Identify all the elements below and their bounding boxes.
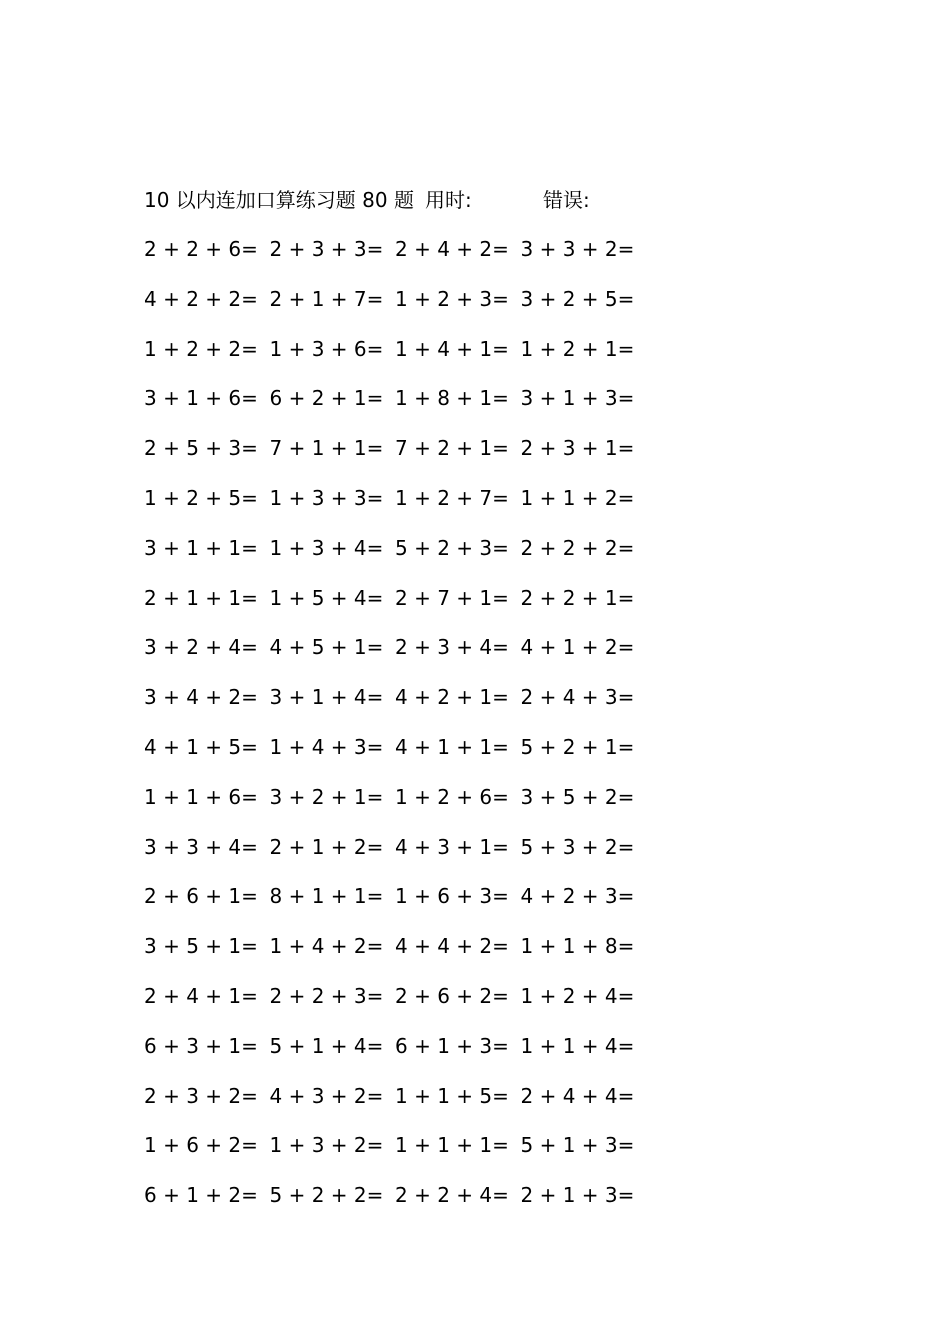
- arithmetic-problem: 1 + 1 + 1=: [395, 1133, 509, 1158]
- arithmetic-problem: 4 + 3 + 1=: [395, 834, 509, 859]
- arithmetic-problem: 1 + 1 + 2=: [520, 485, 635, 510]
- arithmetic-problem: 4 + 1 + 1=: [395, 734, 509, 759]
- arithmetic-problem: 3 + 1 + 6=: [144, 386, 258, 411]
- arithmetic-problem: 5 + 3 + 2=: [520, 834, 635, 859]
- worksheet-title: 10 以内连加口算练习题 80 题: [144, 188, 414, 212]
- arithmetic-problem: 4 + 1 + 2=: [520, 635, 635, 660]
- arithmetic-problem: 1 + 4 + 3=: [269, 734, 384, 759]
- arithmetic-problem: 2 + 5 + 3=: [144, 436, 258, 461]
- arithmetic-problem: 1 + 6 + 2=: [144, 1133, 258, 1158]
- arithmetic-problem: 1 + 3 + 3=: [269, 485, 384, 510]
- arithmetic-problem: 7 + 2 + 1=: [395, 436, 509, 461]
- arithmetic-problem: 2 + 1 + 2=: [269, 834, 384, 859]
- arithmetic-problem: 3 + 1 + 3=: [520, 386, 635, 411]
- arithmetic-problem: 3 + 5 + 1=: [144, 934, 258, 959]
- problem-row: [144, 334, 664, 384]
- arithmetic-problem: 1 + 2 + 6=: [395, 784, 509, 809]
- arithmetic-problem: 2 + 7 + 1=: [395, 585, 509, 610]
- problem-row: [144, 1081, 664, 1131]
- arithmetic-problem: 5 + 2 + 1=: [520, 734, 635, 759]
- problem-row: [144, 931, 664, 981]
- arithmetic-problem: 5 + 1 + 4=: [269, 1033, 384, 1058]
- arithmetic-problem: 1 + 1 + 4=: [520, 1033, 635, 1058]
- problem-row: [144, 1180, 664, 1230]
- problem-row: [144, 732, 664, 782]
- arithmetic-problem: 2 + 2 + 1=: [520, 585, 635, 610]
- arithmetic-problem: 2 + 3 + 1=: [520, 436, 635, 461]
- arithmetic-problem: 1 + 2 + 2=: [144, 336, 258, 361]
- arithmetic-problem: 2 + 3 + 4=: [395, 635, 509, 660]
- problem-row: [144, 832, 664, 882]
- problem-row: [144, 383, 664, 433]
- arithmetic-problem: 1 + 2 + 5=: [144, 485, 258, 510]
- arithmetic-problem: 1 + 4 + 1=: [395, 336, 509, 361]
- arithmetic-problem: 2 + 6 + 2=: [395, 983, 509, 1008]
- arithmetic-problem: 3 + 4 + 2=: [144, 685, 258, 710]
- arithmetic-problem: 5 + 2 + 2=: [269, 1183, 384, 1208]
- arithmetic-problem: 6 + 1 + 2=: [144, 1183, 258, 1208]
- problem-row: [144, 782, 664, 832]
- arithmetic-problem: 7 + 1 + 1=: [269, 436, 384, 461]
- arithmetic-problem: 2 + 4 + 1=: [144, 983, 258, 1008]
- arithmetic-problem: 2 + 2 + 4=: [395, 1183, 509, 1208]
- arithmetic-problem: 1 + 3 + 4=: [269, 535, 384, 560]
- arithmetic-problem: 4 + 2 + 3=: [520, 884, 635, 909]
- arithmetic-problem: 4 + 4 + 2=: [395, 934, 509, 959]
- arithmetic-problem: 1 + 1 + 6=: [144, 784, 258, 809]
- problem-row: [144, 483, 664, 533]
- problem-row: [144, 981, 664, 1031]
- arithmetic-problem: 2 + 4 + 3=: [520, 685, 635, 710]
- arithmetic-problem: 6 + 1 + 3=: [395, 1033, 509, 1058]
- arithmetic-problem: 1 + 3 + 2=: [269, 1133, 384, 1158]
- arithmetic-problem: 2 + 4 + 4=: [520, 1083, 635, 1108]
- arithmetic-problem: 4 + 3 + 2=: [269, 1083, 384, 1108]
- arithmetic-problem: 2 + 2 + 3=: [269, 983, 384, 1008]
- arithmetic-problem: 2 + 4 + 2=: [395, 237, 509, 261]
- arithmetic-problem: 3 + 2 + 5=: [520, 286, 635, 311]
- arithmetic-problem: 3 + 3 + 2=: [520, 237, 635, 261]
- problem-row: [144, 433, 664, 483]
- arithmetic-problem: 4 + 2 + 1=: [395, 685, 509, 710]
- arithmetic-problem: 1 + 2 + 1=: [520, 336, 635, 361]
- arithmetic-problem: 3 + 3 + 4=: [144, 834, 258, 859]
- arithmetic-problem: 2 + 1 + 3=: [520, 1183, 635, 1208]
- arithmetic-problem: 6 + 2 + 1=: [269, 386, 384, 411]
- arithmetic-problem: 4 + 2 + 2=: [144, 286, 258, 311]
- problem-row: [144, 682, 664, 732]
- arithmetic-problem: 1 + 2 + 4=: [520, 983, 635, 1008]
- arithmetic-problem: 2 + 1 + 1=: [144, 585, 258, 610]
- arithmetic-problem: 4 + 5 + 1=: [269, 635, 384, 660]
- time-used-label: 用时:: [425, 188, 472, 212]
- arithmetic-problem: 3 + 2 + 1=: [269, 784, 384, 809]
- arithmetic-problem: 2 + 3 + 2=: [144, 1083, 258, 1108]
- problem-row: [144, 583, 664, 633]
- arithmetic-problem: 2 + 1 + 7=: [269, 286, 384, 311]
- arithmetic-problem: 4 + 1 + 5=: [144, 734, 258, 759]
- arithmetic-problem: 3 + 1 + 1=: [144, 535, 258, 560]
- arithmetic-problem: 1 + 8 + 1=: [395, 386, 509, 411]
- problem-row: [144, 632, 664, 682]
- arithmetic-problem: 3 + 1 + 4=: [269, 685, 384, 710]
- problem-row: [144, 533, 664, 583]
- arithmetic-problem: 2 + 2 + 6=: [144, 237, 258, 261]
- arithmetic-problem: 1 + 2 + 7=: [395, 485, 509, 510]
- arithmetic-problem: 1 + 1 + 8=: [520, 934, 635, 959]
- arithmetic-problem: 2 + 6 + 1=: [144, 884, 258, 909]
- problem-row: [144, 881, 664, 931]
- arithmetic-problem: 8 + 1 + 1=: [269, 884, 384, 909]
- arithmetic-problem: 5 + 2 + 3=: [395, 535, 509, 560]
- arithmetic-problem: 6 + 3 + 1=: [144, 1033, 258, 1058]
- error-count-label: 错误:: [543, 188, 590, 212]
- arithmetic-problem: 1 + 3 + 6=: [269, 336, 384, 361]
- arithmetic-problem: 1 + 2 + 3=: [395, 286, 509, 311]
- arithmetic-problem: 1 + 4 + 2=: [269, 934, 384, 959]
- arithmetic-problem: 1 + 5 + 4=: [269, 585, 384, 610]
- arithmetic-problem: 1 + 6 + 3=: [395, 884, 509, 909]
- arithmetic-problem: 1 + 1 + 5=: [395, 1083, 509, 1108]
- problem-row: [144, 1130, 664, 1180]
- problem-row: [144, 1031, 664, 1081]
- problem-row: [144, 234, 664, 284]
- arithmetic-problem: 2 + 2 + 2=: [520, 535, 635, 560]
- arithmetic-problem: 3 + 5 + 2=: [520, 784, 635, 809]
- arithmetic-problem: 5 + 1 + 3=: [520, 1133, 635, 1158]
- arithmetic-problem: 3 + 2 + 4=: [144, 635, 258, 660]
- problem-row: [144, 284, 664, 334]
- problem-grid: [144, 234, 664, 1230]
- arithmetic-problem: 2 + 3 + 3=: [269, 237, 384, 261]
